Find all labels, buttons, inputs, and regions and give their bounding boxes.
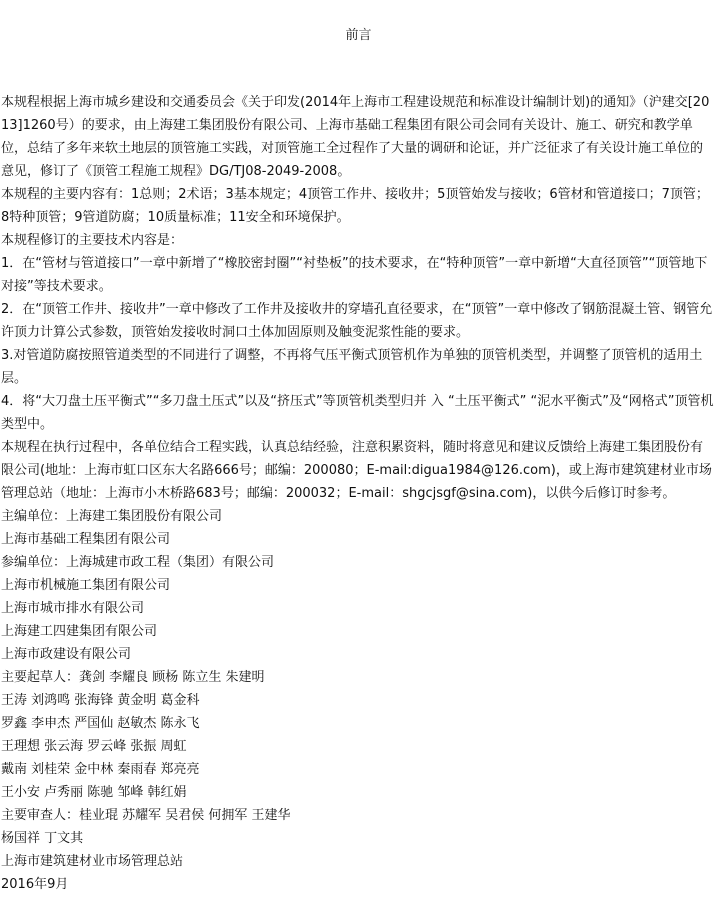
participating-unit-3: 上海市城市排水有限公司: [1, 601, 145, 616]
paragraph-revision-item-1: 1．在“管材与管道接口”一章中新增了“橡胶密封圈”“衬垫板”的技术要求，在“特种顶管”一章中新增“大直径顶管”“顶管地下对接”等技术要求。: [1, 256, 708, 294]
paragraph-feedback: 本规程在执行过程中，各单位结合工程实践，认真总结经验，注意积累资料，随时将意见和建议反馈给上海建工集团股份有限公司(地址：上海市虹口区东大名路666号；邮编：200080；E-mail:digua1984@126.com)，或上海市建筑建材业市场管理总站（地址：上海市小木桥路683号；邮编：200032；E-mail：shgcjsgf@sina.com)，以供今后修订时参考。: [1, 440, 712, 501]
main-drafters-line-1: 主要起草人：龚剑 李耀良 顾杨 陈立生 朱建明: [1, 670, 265, 685]
main-drafters-line-2: 王涛 刘鸿鸣 张海锋 黄金明 葛金科: [1, 693, 200, 708]
paragraph-main-contents: 本规程的主要内容有：1总则；2术语；3基本规定；4顶管工作井、接收井；5顶管始发与接收；6管材和管道接口；7顶管；8特种顶管；9管道防腐；10质量标准；11安全和环境保护。: [1, 187, 709, 225]
paragraph-revision-item-2: 2．在“顶管工作井、接收井”一章中修改了工作井及接收井的穿墙孔直径要求，在“顶管”一章中修改了钢筋混凝土管、钢管允许顶力计算公式参数，顶管始发接收时洞口土体加固原则及触变泥浆性能的要求。: [1, 302, 713, 340]
paragraph-revision-item-3: 3.对管道防腐按照管道类型的不同进行了调整，不再将气压平衡式顶管机作为单独的顶管机类型，并调整了顶管机的适用土层。: [1, 348, 703, 386]
main-drafters-line-5: 戴南 刘桂荣 金中林 秦雨春 郑亮亮: [1, 762, 200, 777]
document-body: [1, 91, 715, 896]
participating-unit-4: 上海建工四建集团有限公司: [1, 624, 158, 639]
main-drafters-line-4: 王理想 张云海 罗云峰 张振 周虹: [1, 739, 187, 754]
main-reviewers-line-2: 杨国祥 丁文其: [1, 831, 84, 846]
main-drafters-line-3: 罗鑫 李申杰 严国仙 赵敏杰 陈永飞: [1, 716, 200, 731]
issuing-organization: 上海市建筑建材业市场管理总站: [1, 854, 184, 869]
document-date: 2016年9月: [1, 877, 69, 892]
chief-editor-unit-2: 上海市基础工程集团有限公司: [1, 532, 171, 547]
paragraph-revision-intro: 本规程修订的主要技术内容是：: [1, 233, 184, 248]
main-drafters-line-6: 王小安 卢秀丽 陈驰 邹峰 韩红娟: [1, 785, 187, 800]
page-title: 前言: [345, 28, 372, 43]
participating-unit-5: 上海市政建设有限公司: [1, 647, 132, 662]
participating-unit-1: 参编单位：上海城建市政工程（集团）有限公司: [1, 555, 275, 570]
paragraph-revision-item-4: 4．将“大刀盘土压平衡式”“多刀盘土压式”以及“挤压式”等顶管机类型归并 入 “土压平衡式” “泥水平衡式”及“网格式”顶管机类型中。: [1, 394, 714, 432]
main-reviewers-line-1: 主要审查人：桂业琨 苏耀军 吴君侯 何拥军 王建华: [1, 808, 291, 823]
chief-editor-unit-1: 主编单位：上海建工集团股份有限公司: [1, 509, 223, 524]
participating-unit-2: 上海市机械施工集团有限公司: [1, 578, 171, 593]
paragraph-background: 本规程根据上海市城乡建设和交通委员会《关于印发(2014年上海市工程建设规范和标准设计编制计划)的通知》（沪建交[2013]1260号）的要求，由上海建工集团股份有限公司、上海市基础工程集团有限公司会同有关设计、施工、研究和教学单位，总结了多年来软土地层的顶管施工实践，对顶管施工全过程作了大量的调研和论证，并广泛征求了有关设计施工单位的意见，修订了《顶管工程施工规程》DG/TJ08-2049-2008。: [1, 95, 710, 179]
